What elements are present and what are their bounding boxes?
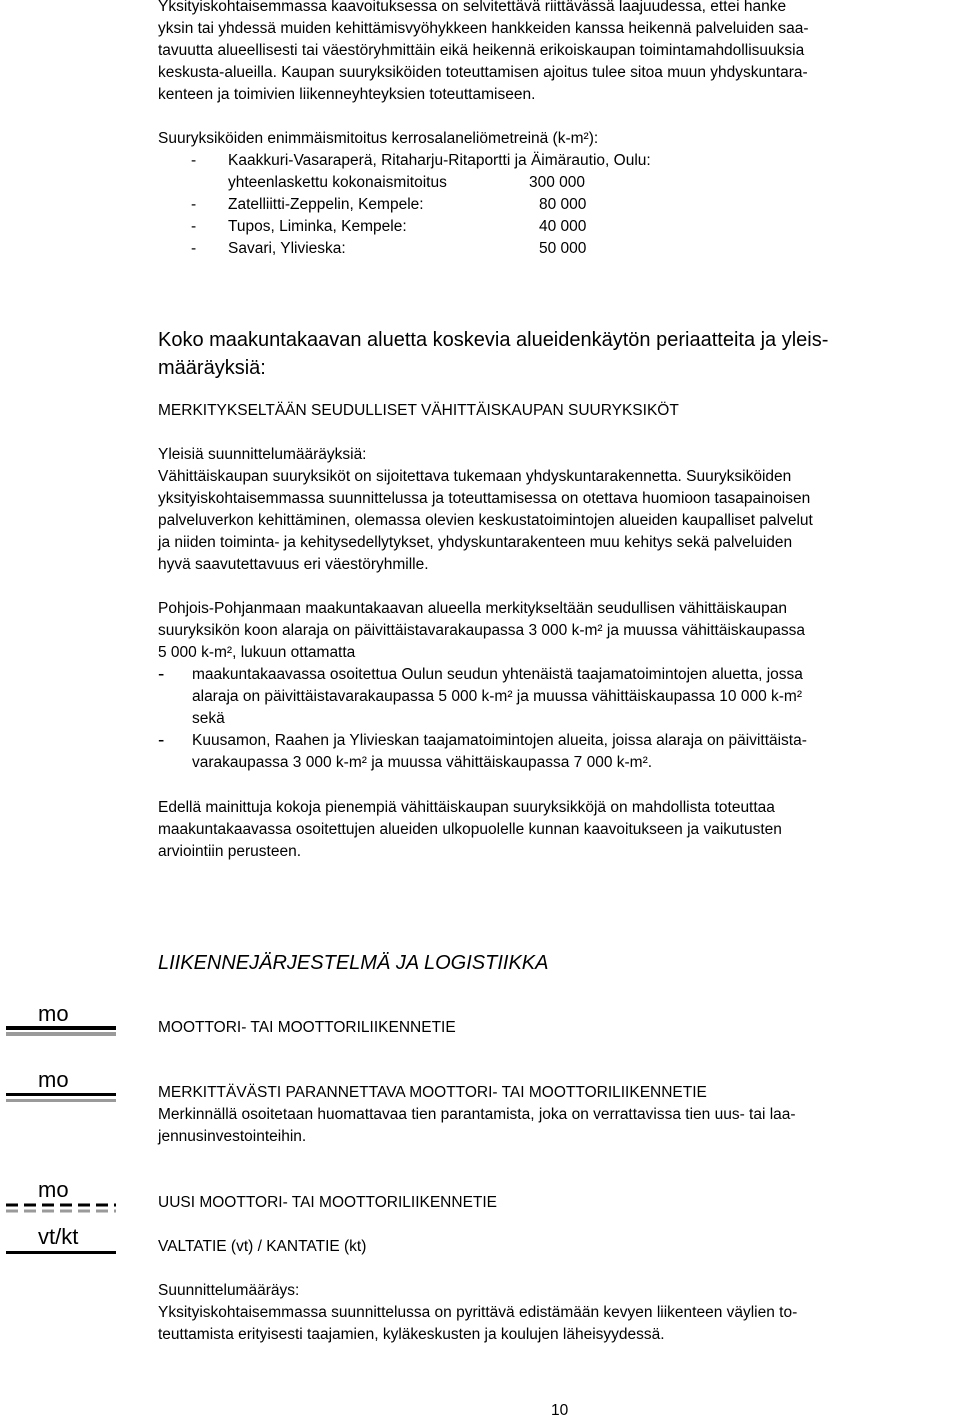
text-line: tavuutta alueellisesti tai väestöryhmittäin eikä heikennä erikoiskaupan toimintamahdollisuuksia: [158, 42, 805, 59]
legend-description: Merkinnällä osoitetaan huomattavaa tien parantamista, joka on verrattavissa tien uus- tai laa-: [158, 1106, 796, 1123]
table-value: 50 000: [539, 240, 587, 257]
table-label: Zatelliitti-Zeppelin, Kempele:: [228, 196, 424, 213]
legend-title: MERKITTÄVÄSTI PARANNETTAVA MOOTTORI- TAI MOOTTORILIIKENNETIE: [158, 1084, 707, 1101]
text-line: 5 000 k-m², lukuun ottamatta: [158, 644, 356, 661]
heading-line: Koko maakuntakaavan aluetta koskevia alueidenkäytön periaatteita ja yleis-: [158, 329, 829, 351]
list-item-line: alaraja on päivittäistavarakaupassa 5 000 k-m² ja muussa vähittäiskaupassa 10 000 k-m²: [192, 688, 802, 705]
list-item-line: Kuusamon, Raahen ja Ylivieskan taajamatoimintojen alueita, joissa alaraja on päivittäista-: [192, 732, 807, 749]
text-line: teuttamista erityisesti taajamien, kyläkeskusten ja koulujen läheisyydessä.: [158, 1326, 665, 1343]
page-number: 10: [551, 1402, 569, 1419]
table-dash: -: [191, 240, 197, 257]
text-line: Edellä mainittuja kokoja pienempiä vähittäiskaupan suuryksikköjä on mahdollista toteuttaa: [158, 799, 775, 816]
text-line: arviointiin perusteen.: [158, 843, 302, 860]
table-dash: -: [191, 196, 197, 213]
text-line: suuryksikön koon alaraja on päivittäistavarakaupassa 3 000 k-m² ja muussa vähittäiskaupassa: [158, 622, 806, 639]
text-line: ja niiden toiminta- ja kehitysedellytykset, yhdyskuntarakenteen muu kehitys sekä palveluiden: [158, 534, 793, 551]
table-dash: -: [191, 152, 197, 169]
table-value: 80 000: [539, 196, 587, 213]
legend-description: jennusinvestointeihin.: [158, 1128, 307, 1145]
table-intro: Suuryksiköiden enimmäismitoitus kerrosalaneliömetreinä (k-m²):: [158, 130, 599, 147]
general-rules-label: Yleisiä suunnittelumääräyksiä:: [158, 446, 367, 463]
text-line: keskusta-alueilla. Kaupan suuryksiköiden toteuttamisen ajoitus tulee sitoa muun yhdyskuntara-: [158, 64, 808, 81]
table-label: Kaakkuri-Vasaraperä, Ritaharju-Ritaportti ja Äimärautio, Oulu:: [228, 152, 651, 169]
legend-line-black: [6, 1093, 116, 1096]
text-line: Vähittäiskaupan suuryksiköt on sijoitettava tukemaan yhdyskuntarakennetta. Suuryksiköiden: [158, 468, 792, 485]
text-line: palveluverkon kehittäminen, olemassa olevien keskustatoimintojen alueiden kaupalliset palvelut: [158, 512, 813, 529]
legend-title: VALTATIE (vt) / KANTATIE (kt): [158, 1238, 367, 1255]
legend-line-gray: [6, 1032, 116, 1036]
text-line: kenteen ja toimivien liikenneyhteyksien toteuttamiseen.: [158, 86, 536, 103]
text-line: yksityiskohtaisemmassa suunnittelussa ja toteuttamisessa on otettava huomioon tasapainoisen: [158, 490, 811, 507]
text-line: hyvä saavutettavuus eri väestöryhmille.: [158, 556, 429, 573]
legend-title: MOOTTORI- TAI MOOTTORILIIKENNETIE: [158, 1019, 456, 1036]
legend-symbol-label: mo: [38, 1001, 69, 1026]
legend-line-black: [6, 1026, 116, 1030]
table-dash: -: [191, 218, 197, 235]
legend-line-black: [6, 1251, 116, 1254]
list-item-line: maakuntakaavassa osoitettua Oulun seudun yhtenäistä taajamatoimintojen aluetta, jossa: [192, 666, 803, 683]
legend-line-gray: [6, 1099, 116, 1102]
traffic-heading: LIIKENNEJÄRJESTELMÄ JA LOGISTIIKKA: [158, 952, 549, 974]
text-line: yksin tai yhdessä muiden kehittämisvyöhykkeen hankkeiden kanssa heikennä palveluiden saa-: [158, 20, 809, 37]
legend-symbol-label: vt/kt: [38, 1224, 79, 1249]
planning-rule-label: Suunnittelumääräys:: [158, 1282, 300, 1299]
list-dash: -: [158, 730, 165, 751]
merkityk-title: MERKITYKSELTÄÄN SEUDULLISET VÄHITTÄISKAUPAN SUURYKSIKÖT: [158, 402, 679, 419]
table-label: Tupos, Liminka, Kempele:: [228, 218, 407, 235]
text-line: Yksityiskohtaisemmassa suunnittelussa on pyrittävä edistämään kevyen liikenteen väylien to-: [158, 1304, 798, 1321]
table-label: yhteenlaskettu kokonaismitoitus: [228, 174, 447, 191]
text-line: Pohjois-Pohjanmaan maakuntakaavan alueella merkitykseltään seudullisen vähittäiskaupan: [158, 600, 787, 617]
legend-symbol-label: mo: [38, 1177, 69, 1202]
legend-title: UUSI MOOTTORI- TAI MOOTTORILIIKENNETIE: [158, 1194, 498, 1211]
list-dash: -: [158, 664, 165, 685]
table-value: 40 000: [539, 218, 587, 235]
text-line: Yksityiskohtaisemmassa kaavoituksessa on selvitettävä riittävässä laajuudessa, ettei hanke: [158, 0, 787, 15]
list-item-line: varakaupassa 3 000 k-m² ja muussa vähittäiskaupassa 7 000 k-m².: [192, 754, 653, 771]
heading-line: määräyksiä:: [158, 357, 266, 379]
text-line: maakuntakaavassa osoitettujen alueiden ulkopuolelle kunnan kaavoitukseen ja vaikutusten: [158, 821, 782, 838]
table-label: Savari, Ylivieska:: [228, 240, 346, 257]
table-value: 300 000: [529, 174, 586, 191]
legend-symbol-label: mo: [38, 1067, 69, 1092]
legend-dashed-line: [6, 1203, 116, 1213]
list-item-line: sekä: [192, 710, 225, 727]
